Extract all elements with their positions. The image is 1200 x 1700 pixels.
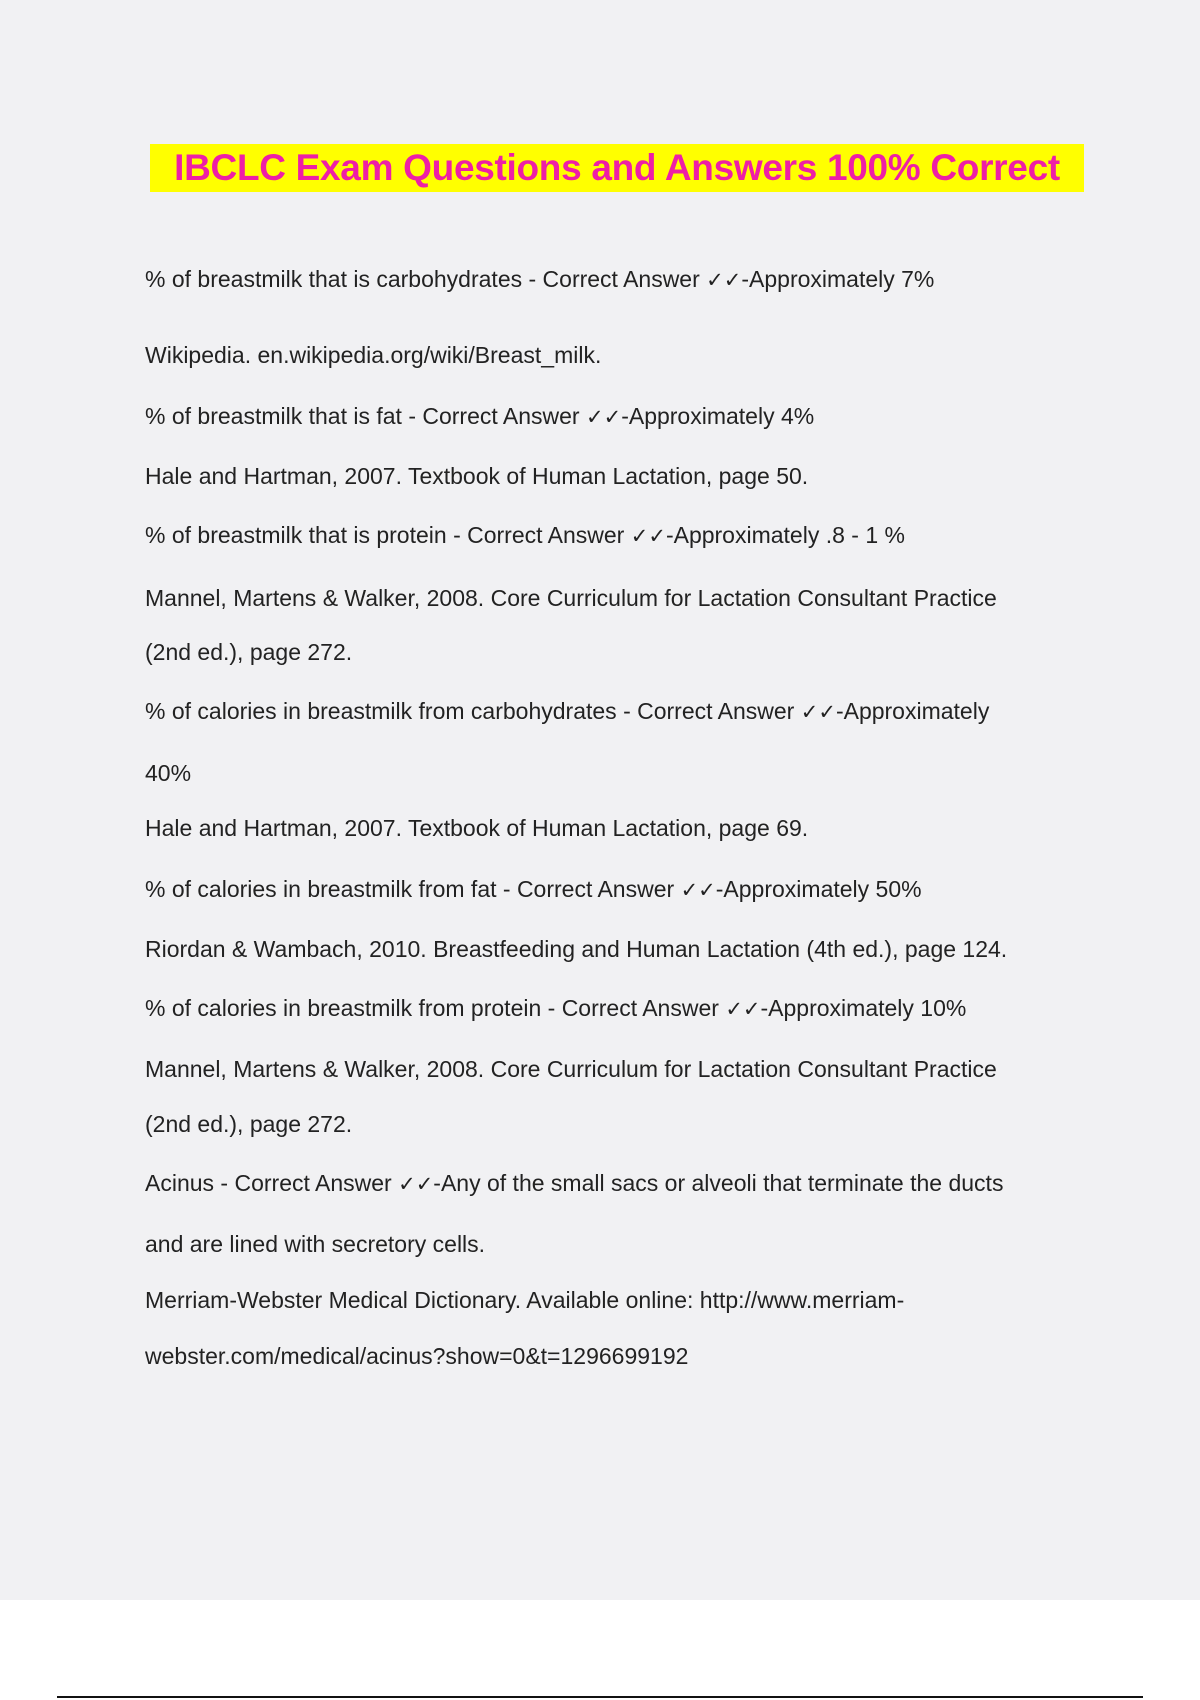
qa-question: Acinus - Correct Answer: [145, 1170, 399, 1196]
qa-question-line: [145, 875, 922, 904]
qa-answer: -Any of the small sacs or alveoli that terminate the ducts: [433, 1170, 1004, 1196]
qa-question-line: [145, 1169, 1003, 1198]
footer-divider: [57, 1696, 1143, 1698]
qa-answer: -Approximately 10%: [760, 995, 967, 1021]
document-title: IBCLC Exam Questions and Answers 100% Correct: [174, 147, 1060, 188]
qa-source: webster.com/medical/acinus?show=0&t=1296699192: [145, 1343, 689, 1369]
qa-question-line: [145, 994, 966, 1023]
qa-source: (2nd ed.), page 272.: [145, 1111, 353, 1137]
qa-source: Hale and Hartman, 2007. Textbook of Human Lactation, page 69.: [145, 815, 809, 841]
qa-source: Wikipedia. en.wikipedia.org/wiki/Breast_milk.: [145, 342, 602, 368]
qa-question-line: [145, 697, 989, 726]
check-mark-icon: ✓✓: [630, 524, 666, 548]
qa-question: % of calories in breastmilk from protein - Correct Answer: [145, 995, 726, 1021]
qa-answer: -Approximately: [835, 698, 990, 724]
qa-answer: -Approximately 4%: [621, 403, 815, 429]
check-mark-icon: ✓✓: [398, 1172, 434, 1196]
qa-question-line: [145, 402, 814, 431]
qa-question: % of calories in breastmilk from carbohydrates - Correct Answer: [145, 698, 801, 724]
qa-answer-continued: 40%: [145, 760, 192, 786]
qa-answer-continued: and are lined with secretory cells.: [145, 1231, 486, 1257]
check-mark-icon: ✓✓: [725, 997, 761, 1021]
qa-source: Hale and Hartman, 2007. Textbook of Human Lactation, page 50.: [145, 463, 809, 489]
qa-question: % of breastmilk that is protein - Correct Answer: [145, 522, 631, 548]
qa-answer: -Approximately .8 - 1 %: [665, 522, 905, 548]
qa-question: % of breastmilk that is carbohydrates - Correct Answer: [145, 266, 707, 292]
qa-source: Riordan & Wambach, 2010. Breastfeeding and Human Lactation (4th ed.), page 124.: [145, 936, 1008, 962]
qa-question: % of calories in breastmilk from fat - Correct Answer: [145, 876, 681, 902]
qa-answer: -Approximately 7%: [741, 266, 935, 292]
qa-answer: -Approximately 50%: [715, 876, 922, 902]
check-mark-icon: ✓✓: [680, 878, 716, 902]
qa-source: Mannel, Martens & Walker, 2008. Core Curriculum for Lactation Consultant Practice: [145, 585, 997, 611]
check-mark-icon: ✓✓: [585, 405, 622, 429]
qa-source: Merriam-Webster Medical Dictionary. Available online: http://www.merriam-: [145, 1287, 905, 1313]
title-highlight: [150, 144, 1084, 192]
qa-source: (2nd ed.), page 272.: [145, 639, 353, 665]
qa-question: % of breastmilk that is fat - Correct Answer: [145, 403, 586, 429]
qa-question-line: [145, 265, 934, 294]
check-mark-icon: ✓✓: [800, 700, 836, 724]
check-mark-icon: ✓✓: [706, 268, 742, 292]
qa-question-line: [145, 521, 905, 550]
qa-source: Mannel, Martens & Walker, 2008. Core Curriculum for Lactation Consultant Practice: [145, 1056, 997, 1082]
